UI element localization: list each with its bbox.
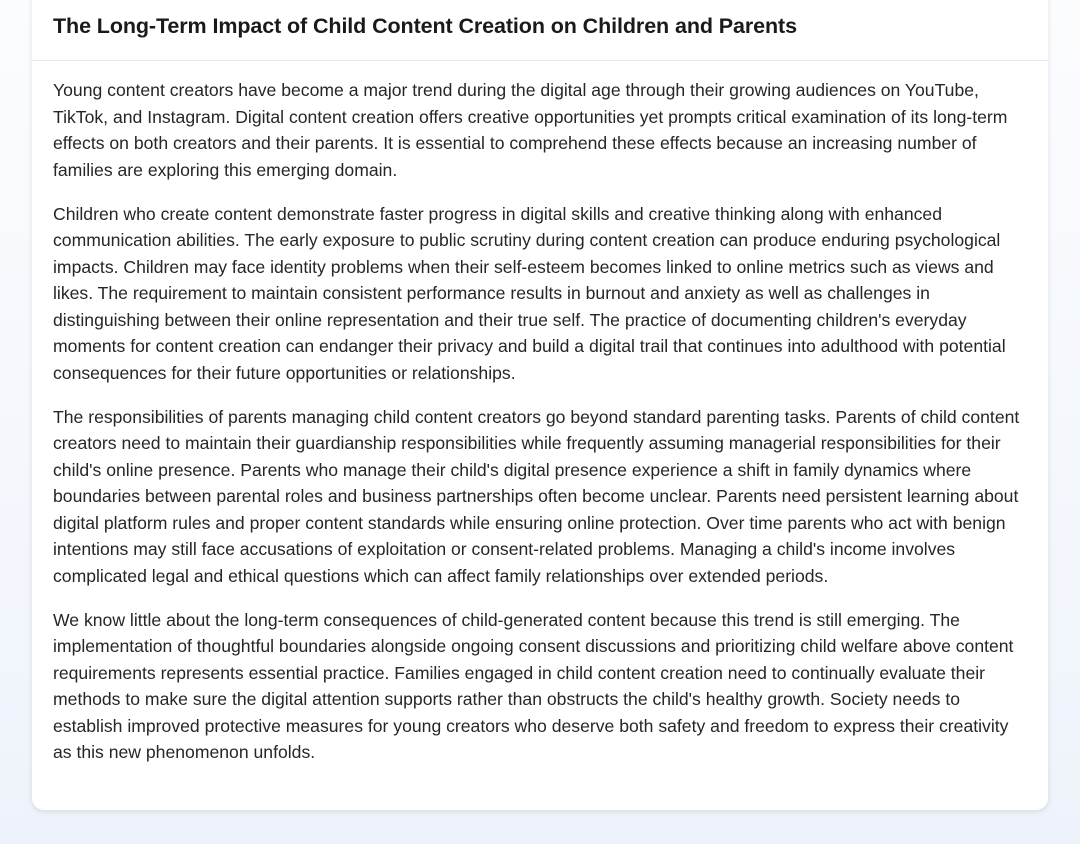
article-header: [32, 0, 1048, 61]
article-card: [32, 0, 1048, 810]
article-body: [32, 61, 1048, 766]
article-title: The Long-Term Impact of Child Content Creation on Children and Parents: [53, 14, 797, 38]
article-paragraph-2: Children who create content demonstrate faster progress in digital skills and creative thinking along with enhanced communication abilities. The early exposure to public scrutiny during content creation can produce enduring psychological impacts. Children may face identity problems when their self-esteem becomes linked to online metrics such as views and likes. The requirement to maintain consistent performance results in burnout and anxiety as well as challenges in distinguishing between their online representation and their true self. The practice of documenting children's everyday moments for content creation can endanger their privacy and build a digital trail that continues into adulthood with potential consequences for their future opportunities or relationships.: [53, 203, 1006, 383]
article-paragraph-4: We know little about the long-term consequences of child-generated content because this trend is still emerging. The implementation of thoughtful boundaries alongside ongoing consent discussions and prioritizing child welfare above content requirements represents essential practice. Families engaged in child content creation need to continually evaluate their methods to make sure the digital attention supports rather than obstructs the child's healthy growth. Society needs to establish improved protective measures for young creators who deserve both safety and freedom to express their creativity as this new phenomenon unfolds.: [53, 609, 1014, 762]
article-paragraph-1: Young content creators have become a major trend during the digital age through their growing audiences on YouTube, TikTok, and Instagram. Digital content creation offers creative opportunities yet prompts critical examination of its long-term effects on both creators and their parents. It is essential to comprehend these effects because an increasing number of families are exploring this emerging domain.: [53, 80, 1008, 180]
article-paragraph-3: The responsibilities of parents managing child content creators go beyond standard parenting tasks. Parents of child content creators need to maintain their guardianship responsibilities while frequently assuming managerial responsibilities for their child's online presence. Parents who manage their child's digital presence experience a shift in family dynamics where boundaries between parental roles and business partnerships often become unclear. Parents need persistent learning about digital platform rules and proper content standards while ensuring online protection. Over time parents who act with benign intentions may still face accusations of exploitation or consent-related problems. Managing a child's income involves complicated legal and ethical questions which can affect family relationships over extended periods.: [53, 406, 1020, 586]
